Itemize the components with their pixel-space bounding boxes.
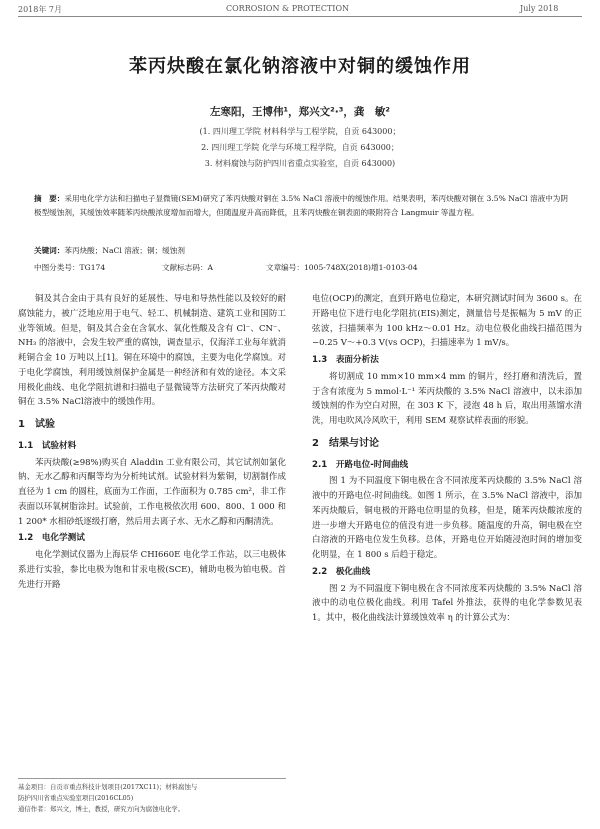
abstract-label: 摘 要： bbox=[34, 194, 65, 203]
keywords-label: 关键词： bbox=[34, 246, 65, 255]
footnote-line: 基金项目：自贡市重点科技计划项目(2017XC11)；材料腐蚀与 bbox=[18, 783, 198, 791]
left-column bbox=[18, 292, 286, 592]
intro-paragraph: 铜及其合金由于具有良好的延展性、导电和导热性能以及较好的耐腐蚀能力，被广泛地应用于电气、轻工、机械制造、建筑工业和国防工业等领域。但是，铜及其合金在含氧水、氧化性酸及含有 Cl⁻、CN⁻、NH₃ 的溶液中，会发生较严重的腐蚀，调查显示，仅海洋工业每年就消耗铜合金 10 万吨以上[1]。铜在环境中的腐蚀，主要为电化学腐蚀。对于电化学腐蚀，利用缓蚀剂保护金属是一种经济和有效的途径。本文采用极化曲线、电化学阻抗谱和扫描电子显微镜等方法研究了苯丙炔酸对铜在 3.5% NaCl溶液中的缓蚀作用。 bbox=[18, 294, 286, 408]
abstract bbox=[34, 192, 570, 220]
author-list: 左寒阳，王博伟¹，郑兴文²·³，龚 敏² bbox=[210, 106, 390, 118]
footnote-line: 通信作者：郑兴文，博士，教授，研究方向为腐蚀电化学。 bbox=[18, 805, 185, 813]
body-paragraph: 将切割成 10 mm×10 mm×4 mm 的铜片，经打磨和清洗后，置于含有浓度为 5 mmol·L⁻¹ 苯丙炔酸的 3.5% NaCl 溶液中，以未添加缓蚀剂的作为空白对照，在 303 K 下，浸泡 48 h 后，取出用蒸馏水清洗，用电吹风冷风吹干，利用 SEM 观察试样表面的形貌。 bbox=[312, 371, 582, 426]
body-paragraph: 电位(OCP)的测定，直到开路电位稳定，本研究测试时间为 3600 s。在开路电位下进行电化学阻抗(EIS)测定，测量信号是振幅为 5 mV 的正弦波，扫描频率为 100 kHz～0.01 Hz。动电位极化曲线扫描范围为−0.25 V～+0.3 V(vs OCP)，扫描速率为 1 mV/s。 bbox=[312, 294, 582, 349]
subsection-heading: 2.1 开路电位-时间曲线 bbox=[312, 459, 409, 470]
footnote-line: 防护四川省重点实验室项目(2016CL05) bbox=[18, 794, 134, 802]
body-paragraph: 图 1 为不同温度下铜电极在含不同浓度苯丙炔酸的 3.5% NaCl 溶液中的开路电位-时间曲线。如图 1 所示，在 3.5% NaCl 溶液中，添加苯丙炔酸后，铜电极的开路电位明显的负移，但是，随苯丙炔酸浓度的进一步增大开路电位的值没有进一步负移。随温度的升高，铜电极在空白溶液的开路电位发生负移。总体，开路电位开始随浸泡时间的增加变化明显，在 1 800 s 后趋于稳定。 bbox=[312, 476, 582, 560]
footnote bbox=[18, 778, 286, 815]
running-header bbox=[0, 0, 600, 16]
abstract-text: 采用电化学方法和扫描电子显微镜(SEM)研究了苯丙炔酸对铜在 3.5% NaCl 溶液中的缓蚀作用。结果表明，苯丙炔酸对铜在 3.5% NaCl 溶液中为阴极型缓蚀剂，其缓蚀效率随苯丙炔酸浓度增加而增大，但随温度升高而降低，且苯丙炔酸在铜表面的吸附符合 Langmuir 等温方程。 bbox=[34, 194, 568, 217]
subsection-heading: 1.3 表面分析法 bbox=[312, 355, 379, 365]
subsection-heading: 1.1 试验材料 bbox=[18, 440, 77, 451]
subsection-heading: 2.2 极化曲线 bbox=[312, 566, 371, 577]
section-heading: 1 试验 bbox=[18, 419, 55, 430]
header-date: 2018年 7月 bbox=[18, 5, 62, 14]
body-paragraph: 苯丙炔酸(≥98%)购买自 Aladdin 工业有限公司，其它试剂如氯化钠、无水乙醇和丙酮等均为分析纯试剂。试验材料为紫铜，切割制作成直径为 1 cm 的圆柱，底面为工作面，工作面积为 0.785 cm²，非工作表面以环氧树脂涂封。试验前，工作电极依次用 600、800、1 000 和 1 200* 水相砂纸逐级打磨，然后用去离子水、无水乙醇和丙酮清洗。 bbox=[18, 457, 286, 527]
affiliation-line: 3. 材料腐蚀与防护四川省重点实验室，自贡 643000) bbox=[204, 159, 396, 168]
affiliation-line: (1. 四川理工学院 材料科学与工程学院，自贡 643000； bbox=[199, 127, 401, 136]
header-journal: CORROSION & PROTECTION bbox=[226, 4, 350, 13]
body-paragraph: 电化学测试仪器为上海辰华 CHI660E 电化学工作站，以三电极体系进行实验，参比电极为饱和甘汞电极(SCE)，辅助电极为铂电极。首先进行开路 bbox=[18, 550, 286, 590]
subsection-heading: 1.2 电化学测试 bbox=[18, 533, 85, 544]
clc-number: 中图分类号：TG174 bbox=[34, 263, 106, 272]
affiliation-line: 2. 四川理工学院 化学与环境工程学院，自贡 643000； bbox=[201, 143, 399, 152]
right-column bbox=[312, 292, 582, 626]
article-number: 文章编号：1005-748X(2018)增1-0103-04 bbox=[266, 263, 418, 272]
paper-title: 苯丙炔酸在氯化钠溶液中对铜的缓蚀作用 bbox=[129, 56, 471, 77]
section-heading: 2 结果与讨论 bbox=[312, 437, 379, 449]
header-rule bbox=[18, 16, 582, 17]
header-month: July 2018 bbox=[520, 4, 559, 13]
keywords-text: 苯丙炔酸；NaCl 溶液；铜；缓蚀剂 bbox=[64, 246, 185, 255]
document-code: 文献标志码：A bbox=[162, 263, 214, 272]
keywords bbox=[34, 244, 570, 258]
body-paragraph: 图 2 为不同温度下铜电极在含不同浓度苯丙炔酸的 3.5% NaCl 溶液中的动电位极化曲线。利用 Tafel 外推法，获得的电化学参数见表 1。其中，极化曲线法计算缓蚀效率 η 的计算公式为： bbox=[312, 583, 582, 623]
